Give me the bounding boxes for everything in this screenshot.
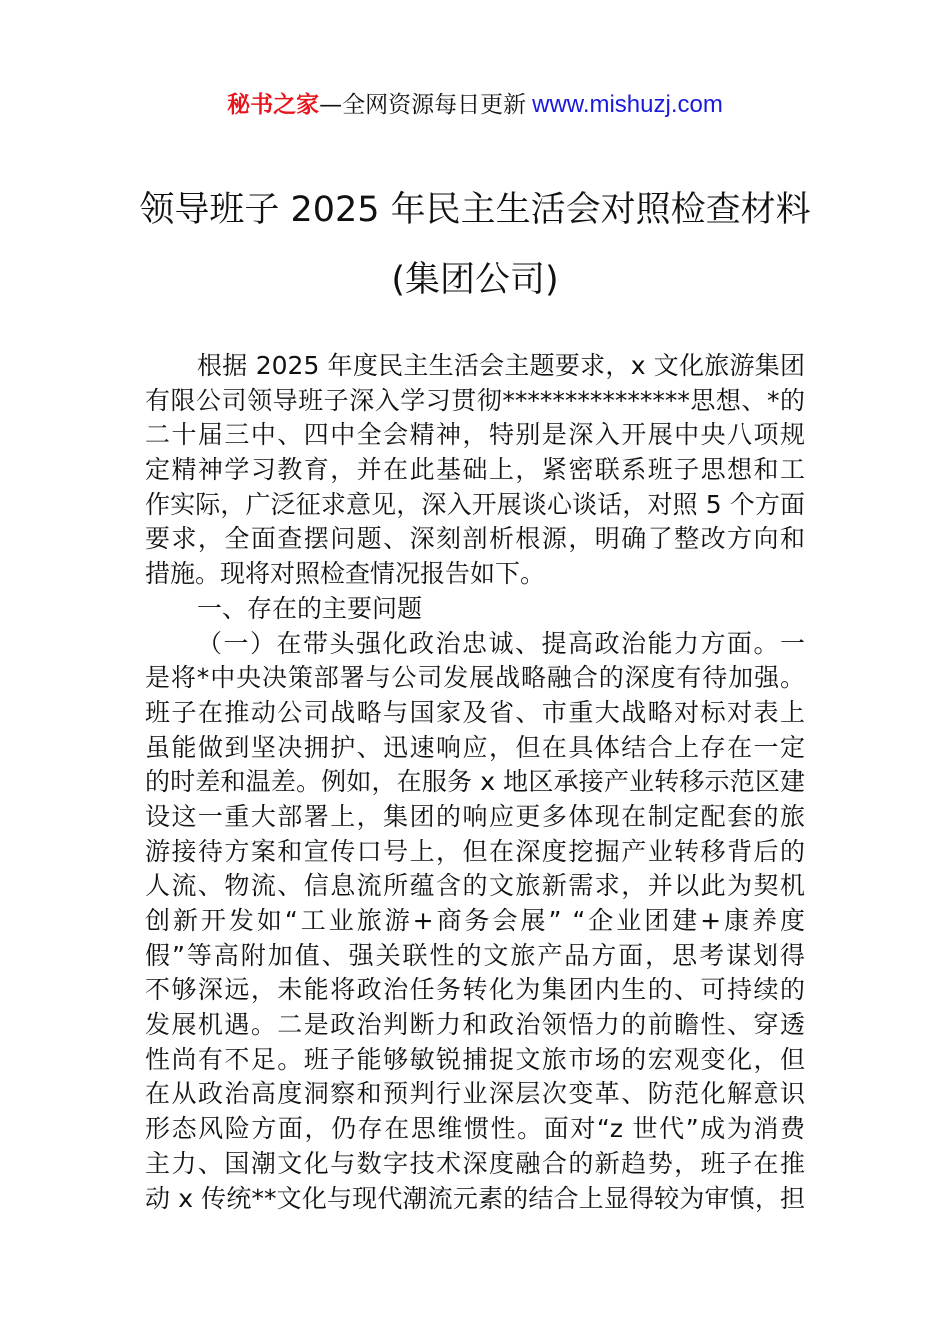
body-text-line: 设这一重大部署上，集团的响应更多体现在制定配套的旅 bbox=[145, 801, 805, 831]
body-text-line: 性尚有不足。班子能够敏锐捕捉文旅市场的宏观变化，但 bbox=[145, 1044, 805, 1074]
body-text-line: 措施。现将对照检查情况报告如下。 bbox=[145, 559, 546, 589]
body-text-line: 二十届三中、四中全会精神，特别是深入开展中央八项规 bbox=[145, 420, 805, 450]
body-text-line: 游接待方案和宣传口号上，但在深度挖掘产业转移背后的 bbox=[145, 836, 805, 866]
body-text-line: 不够深远，未能将政治任务转化为集团内生的、可持续的 bbox=[145, 975, 805, 1005]
brand-name: 秘书之家 bbox=[227, 92, 320, 118]
body-text-line: 动 x 传统**文化与现代潮流元素的结合上显得较为审慎，担 bbox=[145, 1183, 805, 1213]
body-text-line: 假”等高附加值、强关联性的文旅产品方面，思考谋划得 bbox=[145, 940, 805, 970]
body-text-line: 定精神学习教育，并在此基础上，紧密联系班子思想和工 bbox=[145, 455, 805, 485]
body-text-line: 虽能做到坚决拥护、迅速响应，但在具体结合上存在一定 bbox=[145, 732, 805, 762]
body-text-line: 形态风险方面，仍存在思维惯性。面对“z 世代”成为消费 bbox=[145, 1114, 805, 1144]
banner-slogan: —全网资源每日更新 bbox=[319, 92, 527, 118]
body-text-line: （一）在带头强化政治忠诚、提高政治能力方面。一 bbox=[197, 628, 805, 658]
document-title: 领导班子 2025 年民主生活会对照检查材料 bbox=[139, 190, 811, 230]
section-heading: 一、存在的主要问题 bbox=[197, 593, 423, 623]
document-body bbox=[145, 349, 805, 1216]
body-text-line: 创新开发如“工业旅游+商务会展” “企业团建+康养度 bbox=[145, 906, 805, 935]
body-text-line: 班子在推动公司战略与国家及省、市重大战略对标对表上 bbox=[145, 697, 805, 727]
site-url-link[interactable]: www.mishuzj.com bbox=[532, 91, 723, 118]
body-text-line: 人流、物流、信息流所蕴含的文旅新需求，并以此为契机 bbox=[145, 871, 805, 901]
body-text-line: 根据 2025 年度民主生活会主题要求，x 文化旅游集团 bbox=[197, 351, 805, 380]
body-text-line: 是将*中央决策部署与公司发展战略融合的深度有待加强。 bbox=[145, 663, 805, 693]
body-text-line: 要求，全面查摆问题、深刻剖析根源，明确了整改方向和 bbox=[145, 524, 805, 554]
body-text-line: 作实际，广泛征求意见，深入开展谈心谈话，对照 5 个方面 bbox=[145, 489, 805, 519]
site-banner bbox=[0, 88, 950, 122]
body-text-line: 主力、国潮文化与数字技术深度融合的新趋势，班子在推 bbox=[145, 1148, 805, 1178]
body-text-line: 的时差和温差。例如，在服务 x 地区承接产业转移示范区建 bbox=[145, 767, 805, 797]
body-text-line: 发展机遇。二是政治判断力和政治领悟力的前瞻性、穿透 bbox=[145, 1010, 805, 1040]
body-text-line: 在从政治高度洞察和预判行业深层次变革、防范化解意识 bbox=[145, 1079, 805, 1109]
body-text-line: 有限公司领导班子深入学习贯彻***************思想、*的 bbox=[145, 385, 805, 415]
document-subtitle: (集团公司) bbox=[391, 260, 559, 300]
